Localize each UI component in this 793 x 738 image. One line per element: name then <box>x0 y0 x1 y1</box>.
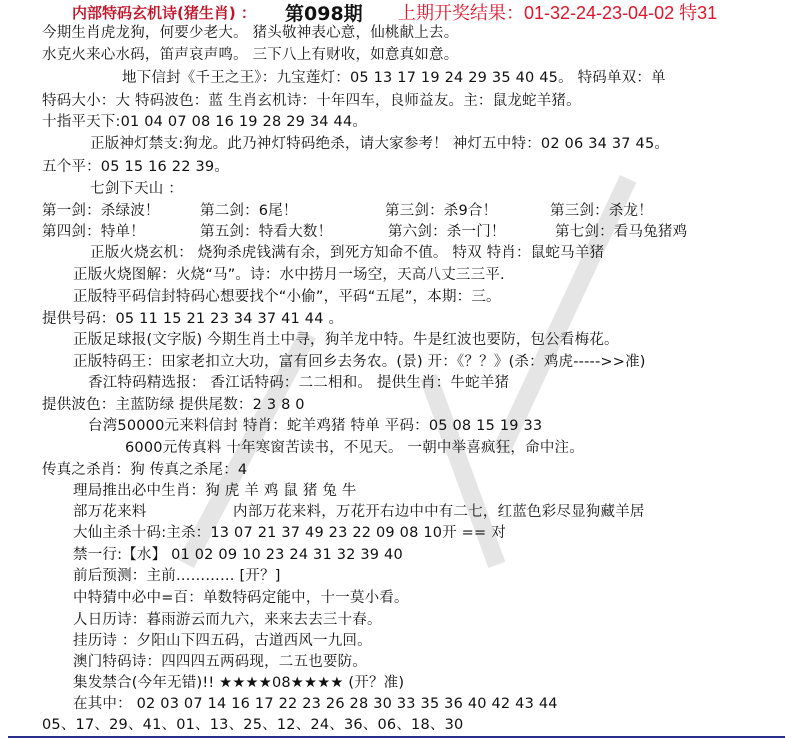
sword-item: 第七剑：看马兔猪鸡 <box>555 224 688 240</box>
text-line: 香江特码精选报： 香江话特码：二二相和。 提供生肖：牛蛇羊猪 <box>88 375 510 391</box>
text-line: 正版足球报(文字版) 今期生肖土中寻，狗羊龙中特。牛是红波也要防，包公看梅花。 <box>73 332 619 348</box>
last-draw-result: 上期开奖结果：01-32-24-23-04-02 特31 <box>398 3 718 23</box>
text-line: 台湾50000元来料信封 特肖：蛇羊鸡猪 特单 平码：05 08 15 19 33 <box>88 418 543 434</box>
text-line: 05、17、29、41、01、13、25、12、24、36、06、18、30 <box>42 717 464 733</box>
text-line: 正版特平码信封特码心想要找个“小偷”，平码“五尾”，本期：三。 <box>73 289 501 305</box>
sword-item: 第二剑：6尾！ <box>200 203 298 219</box>
text-line: 正版特码王：田家老扣立大功，富有回乡去务农。(景) 开：《？？》(杀：鸡虎----->>准) <box>73 354 646 370</box>
text-line: 地下信封《千王之王》：九宝莲灯：05 13 17 19 24 29 35 40 45。 特码单双：单 <box>122 70 666 86</box>
text-line: 五个平：05 15 16 22 39。 <box>42 159 229 175</box>
text-line: 在其中： 02 03 07 14 16 17 22 23 26 28 30 33 35 36 40 42 43 44 <box>73 696 558 712</box>
sword-item: 第四剑：特单！ <box>42 224 145 240</box>
text-line: 集发禁合(今年无错)!! ★★★★08★★★★ (开？准) <box>73 675 405 691</box>
text-line: 理局推出必中生肖：狗 虎 羊 鸡 鼠 猪 兔 牛 <box>73 483 357 499</box>
text-line: 今期生肖虎龙狗，何要少老大。 猪头敬神表心意，仙桃献上去。 <box>42 25 459 41</box>
text-line: 水克火来心水码，笛声哀声鸣。 三下八上有财收，如意真如意。 <box>42 47 459 63</box>
text-line: 禁一行:【水】 01 02 09 10 23 24 31 32 39 40 <box>73 547 403 563</box>
text-line: 正版神灯禁支:狗龙。此乃神灯特码绝杀，请大家参考！ 神灯五中特：02 06 34 37 45。 <box>90 136 670 152</box>
sword-item: 第三剑：杀龙！ <box>550 203 653 219</box>
issue-number: 第098期 <box>285 3 363 25</box>
text-line: 人日历诗：暮雨游云而九六，来来去去三十春。 <box>73 612 382 628</box>
text-line: 提供号码：05 11 15 21 23 34 37 41 44 。 <box>42 311 344 327</box>
sword-item: 第三剑：杀9合！ <box>385 203 498 219</box>
sword-item: 第五剑：特看大数！ <box>200 224 333 240</box>
text-line: 部万花来料 <box>73 504 147 520</box>
text-line: 大仙主杀十码:主杀：13 07 21 37 49 23 22 09 08 10开 == 对 <box>73 525 506 541</box>
text-line: 内部万花来料，万花开右边中中有二七，红蓝色彩尽显狗藏羊居 <box>233 504 645 520</box>
text-line: 提供波色：主蓝防绿 提供尾数：2 3 8 0 <box>42 397 305 413</box>
sword-item: 第六剑：杀一门！ <box>388 224 506 240</box>
text-line: 前后预测：主前………… [开？] <box>73 568 281 584</box>
text-line: 中特猜中必中=百：单数特码定能中，十一莫小看。 <box>73 590 409 606</box>
document-title: 内部特码玄机诗(猪生肖) ： <box>72 4 256 22</box>
text-line: 澳门特码诗：四四四五两码现，二五也要防。 <box>73 654 367 670</box>
text-line: 正版火烧图解：火烧“马”。诗：水中捞月一场空，天高八丈三三平. <box>73 267 505 283</box>
text-line: 七剑下天山 ： <box>90 181 184 197</box>
text-line: 6000元传真料 十年寒窗苦读书，不见天。 一朝中举喜疯狂，命中注。 <box>125 440 584 456</box>
text-line: 正版火烧玄机： 烧狗杀虎钱满有余，到死方知命不值。 特双 特肖：鼠蛇马羊猪 <box>90 245 605 261</box>
text-line: 传真之杀肖：狗 传真之杀尾：4 <box>42 462 248 478</box>
sword-item: 第一剑：杀绿波！ <box>42 203 160 219</box>
text-line: 十指平天下:01 04 07 08 16 19 28 29 34 44。 <box>42 114 368 130</box>
text-line: 特码大小：大 特码波色：蓝 生肖玄机诗：十年四车，良师益友。主：鼠龙蛇羊猪。 <box>42 93 581 109</box>
text-line: 挂历诗 ：夕阳山下四五码，古道西风一九回。 <box>73 633 372 649</box>
